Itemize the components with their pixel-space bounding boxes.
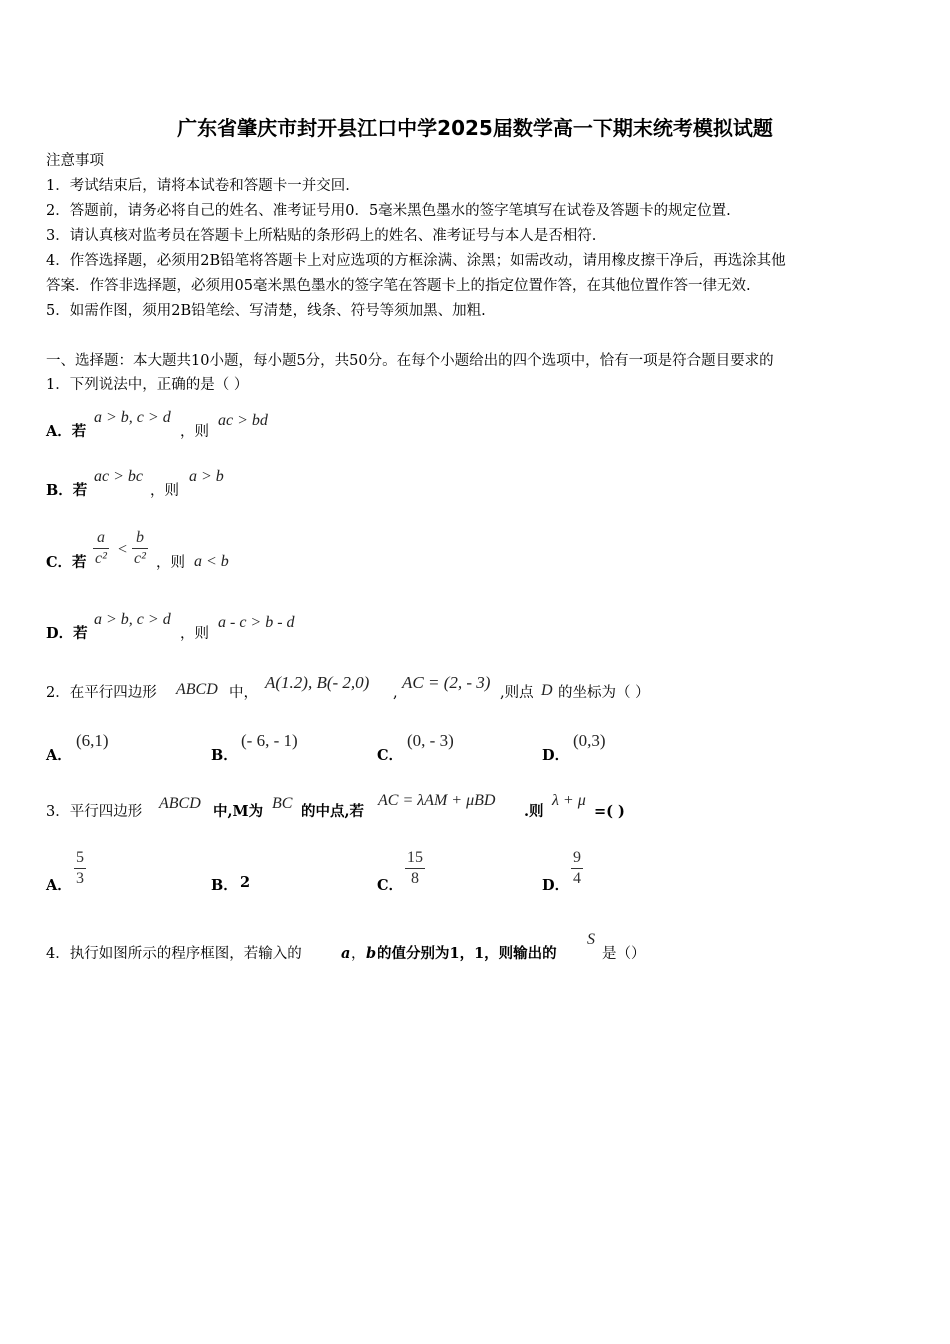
q1-c-fraction-1 — [93, 528, 109, 569]
q1-option-d — [46, 624, 88, 644]
notice-item-5: 5．如需作图，须用2B铅笔绘、写清楚，线条、符号等须加黑、加粗. — [46, 303, 486, 319]
notice-item-3: 3．请认真核对监考员在答题卡上所粘贴的条形码上的姓名、准考证号与本人是否相符. — [46, 228, 597, 244]
q1-stem: 1．下列说法中，正确的是（ ） — [46, 377, 249, 393]
q1-d-then: ，则 — [180, 626, 209, 642]
q3-a-fraction — [74, 848, 86, 889]
q2-c-label: C． — [377, 747, 404, 764]
q1-d-cond: a > b, c > d — [94, 611, 171, 628]
q3-b-value: 2 — [240, 874, 251, 891]
q3-a-num: 5 — [74, 848, 86, 869]
q1-c-lt: < — [118, 541, 128, 558]
q3-stem-pre: 3．平行四边形 — [46, 804, 143, 820]
q3-d-den: 4 — [573, 870, 581, 887]
q2-stem-mid: 中， — [229, 685, 258, 701]
q2-a-label: A． — [46, 747, 72, 764]
q2-c-value: (0, - 3) — [407, 731, 454, 750]
q2-points: A(1.2), B(- 2,0) — [265, 673, 370, 692]
q1-a-cond: a > b, c > d — [94, 409, 171, 426]
q1-option-a — [46, 422, 86, 442]
q2-comma: , — [393, 685, 398, 701]
q2-d-label: D． — [542, 747, 570, 764]
q1-a-label: A．若 — [46, 423, 87, 440]
q3-segment: BC — [272, 795, 293, 812]
q1-c-num-1: a — [93, 528, 109, 549]
q4-sep: ， — [351, 946, 366, 962]
q3-shape: ABCD — [159, 795, 201, 812]
q2-b-label: B． — [211, 747, 238, 764]
q1-c-fraction-2 — [132, 528, 148, 569]
q4-var-a: a — [341, 945, 351, 962]
q3-a-den: 3 — [76, 870, 84, 887]
q3-stem-end: =( ) — [594, 803, 625, 820]
q2-b-value: (- 6, - 1) — [241, 731, 298, 750]
notice-heading: 注意事项 — [46, 153, 104, 169]
q3-stem-mid: 中,M为 — [213, 803, 264, 820]
q1-c-den-1: c² — [95, 550, 107, 567]
q1-b-result: a > b — [189, 468, 224, 485]
q3-d-label: D． — [542, 877, 570, 894]
q1-c-result: a < b — [194, 553, 229, 570]
q1-d-label: D．若 — [46, 625, 88, 642]
q2-point-d: D — [541, 682, 553, 699]
q2-stem-pre: 2．在平行四边形 — [46, 685, 157, 701]
q1-a-result: ac > bd — [218, 412, 268, 429]
q4-stem-mid: 的值分别为1，1，则输出的 — [377, 945, 557, 962]
q3-b-label: B． — [211, 877, 238, 894]
q1-b-cond: ac > bc — [94, 468, 143, 485]
q2-d-value: (0,3) — [573, 731, 606, 750]
notice-item-4: 4．作答选择题，必须用2B铅笔将答题卡上对应选项的方框涂满、涂黑；如需改动，请用橡皮擦干净后，再选涂其他 — [46, 253, 786, 269]
q3-d-fraction — [571, 848, 583, 889]
section-heading: 一、选择题：本大题共10小题，每小题5分，共50分。在每个小题给出的四个选项中，恰有一项是符合题目要求的 — [46, 353, 774, 369]
q4-stem-end: 是（） — [602, 946, 646, 962]
q2-stem-post: ,则点 — [500, 685, 534, 701]
notice-item-4-cont: 答案．作答非选择题，必须用05毫米黑色墨水的签字笔在答题卡上的指定位置作答，在其他位置作答一律无效. — [46, 278, 751, 294]
q1-b-then: ，则 — [150, 483, 179, 499]
q1-b-label: B．若 — [46, 482, 88, 499]
q1-d-result: a - c > b - d — [218, 614, 295, 631]
q3-sum: λ + μ — [552, 792, 586, 809]
q1-c-then: ，则 — [156, 555, 185, 571]
q3-c-den: 8 — [411, 870, 419, 887]
q2-a-value: (6,1) — [76, 731, 109, 750]
q4-var-s: S — [587, 931, 595, 948]
q3-stem-mid2: 的中点,若 — [301, 803, 365, 820]
page-title: 广东省肇庆市封开县江口中学2025届数学高一下期末统考模拟试题 — [177, 116, 773, 140]
notice-item-2: 2．答题前，请务必将自己的姓名、准考证号用0．5毫米黑色墨水的签字笔填写在试卷及答题卡的规定位置. — [46, 203, 731, 219]
q3-a-label: A． — [46, 877, 72, 894]
q1-option-b — [46, 481, 87, 501]
q2-vector: AC = (2, - 3) — [402, 673, 491, 692]
q3-c-fraction — [405, 848, 425, 889]
q1-option-c — [46, 553, 87, 573]
q2-stem-end: 的坐标为（ ） — [558, 685, 650, 701]
q3-c-num: 15 — [405, 848, 425, 869]
q3-equation: AC = λAM + μBD — [378, 792, 496, 809]
q1-c-den-2: c² — [134, 550, 146, 567]
q3-c-label: C． — [377, 877, 404, 894]
q3-d-num: 9 — [571, 848, 583, 869]
notice-item-1: 1．考试结束后，请将本试卷和答题卡一并交回. — [46, 178, 350, 194]
q2-shape: ABCD — [176, 681, 218, 698]
q1-c-num-2: b — [132, 528, 148, 549]
q3-stem-post: .则 — [524, 803, 544, 820]
q1-c-label: C．若 — [46, 554, 87, 571]
q1-a-then: ，则 — [180, 424, 209, 440]
q4-var-b: b — [366, 945, 377, 962]
q4-stem-pre: 4．执行如图所示的程序框图，若输入的 — [46, 946, 302, 962]
